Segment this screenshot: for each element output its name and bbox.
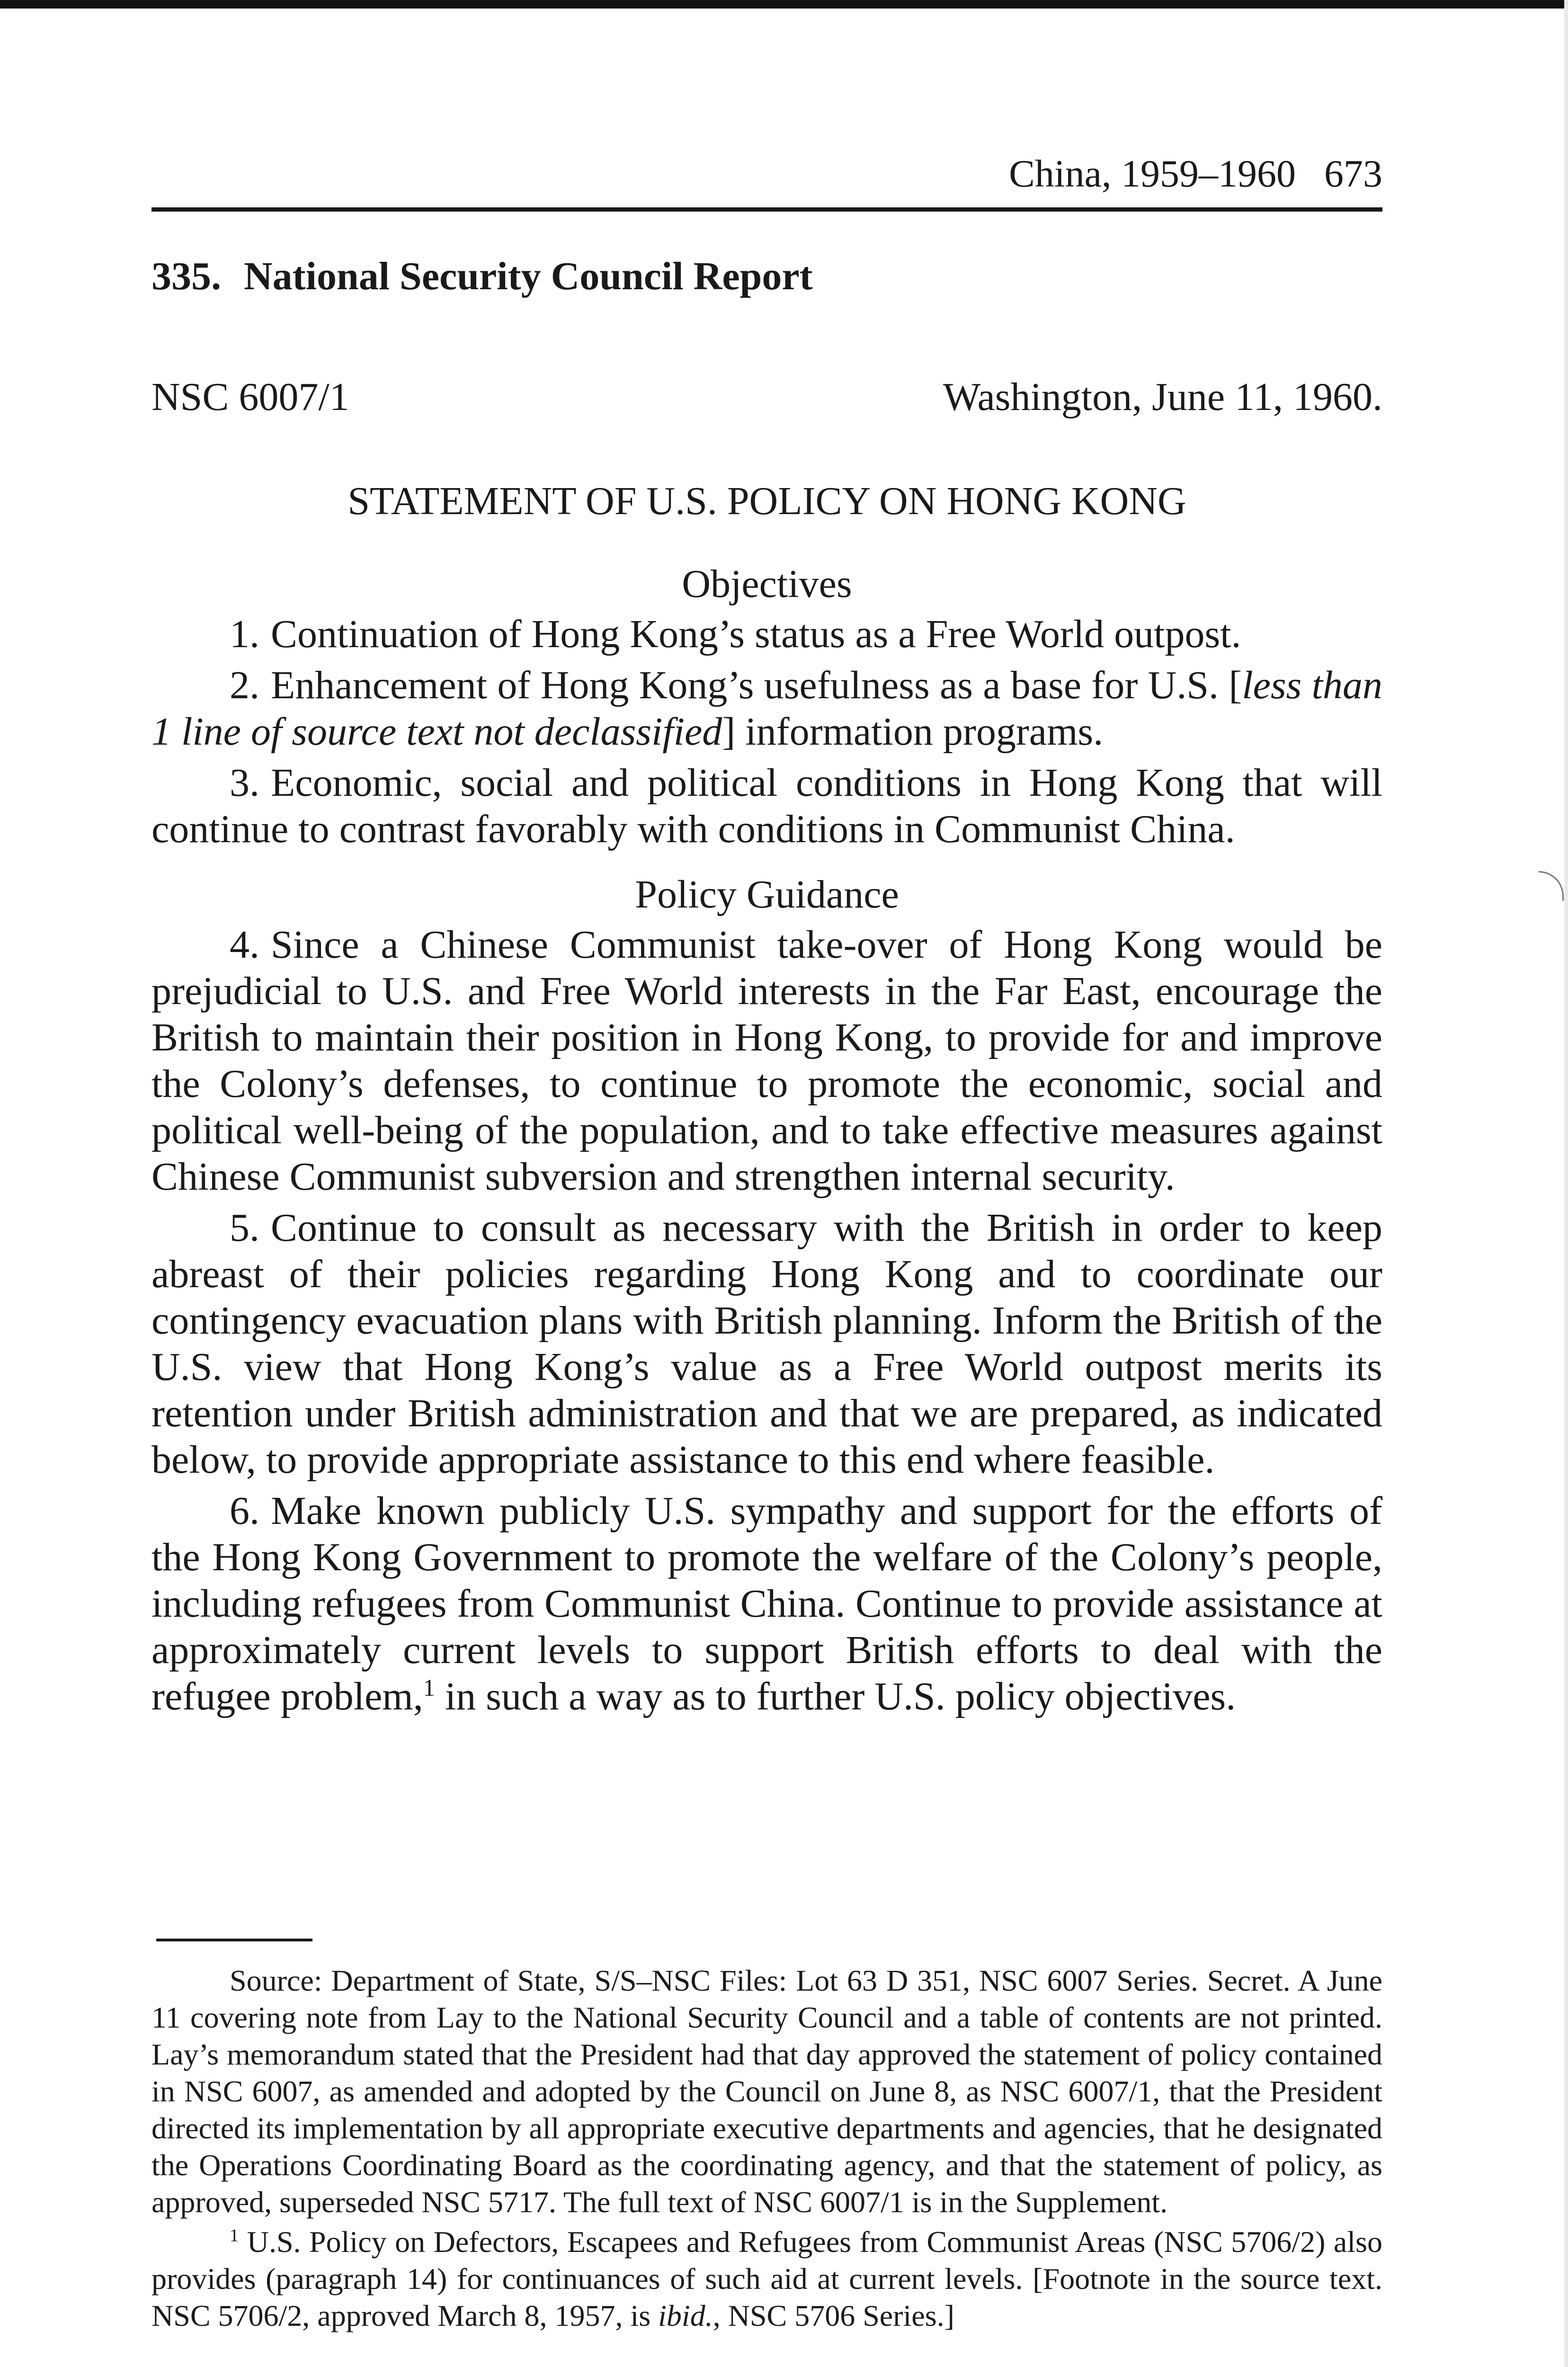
- paragraph-2: 2. Enhancement of Hong Kong’s usefulness as a base for U.S. [less than 1 line of source text not declassified] information programs.: [151, 663, 1382, 754]
- document-number: 335.: [151, 254, 221, 298]
- margin-pencil-mark: [1539, 871, 1564, 901]
- paragraph-1: 1. Continuation of Hong Kong’s status as a Free World outpost.: [230, 612, 1241, 656]
- header-rule: [151, 207, 1382, 212]
- body-text: [151, 561, 1382, 1725]
- page-number: 673: [1324, 152, 1382, 195]
- statement-title: STATEMENT OF U.S. POLICY ON HONG KONG: [347, 479, 1186, 523]
- objectives-heading: Objectives: [682, 562, 852, 606]
- running-title: China, 1959–1960: [1009, 152, 1296, 195]
- paragraph-6: 6. Make known publicly U.S. sympathy and support for the efforts of the Hong Kong Government to promote the welfare of the Colony’s people, including refugees from Communist China. Continue to provide assistance at approximately current levels to support British efforts to deal with the refugee problem,$^1$ in such a way as to further U.S. policy objectives.: [151, 1489, 1382, 1718]
- scan-top-edge: [0, 0, 1568, 9]
- document-id: NSC 6007/1: [151, 375, 349, 419]
- paragraph-3: 3. Economic, social and political conditions in Hong Kong that will continue to contrast favorably with conditions in Communist China.: [151, 761, 1382, 851]
- document-title: [151, 253, 813, 299]
- redaction-note: less than 1 line of source text not declassified: [151, 663, 1382, 754]
- policy-guidance-heading: Policy Guidance: [635, 872, 899, 917]
- source-note: Source: Department of State, S/S–NSC Files: Lot 63 D 351, NSC 6007 Series. Secret. A June 11 covering note from Lay to the National Security Council and a table of contents are not printed. Lay’s memorandum stated that the President had that day approved the statement of policy contained in NSC 6007, as amended and adopted by the Council on June 8, as NSC 6007/1, that the President directed its implementation by all appropriate executive departments and agencies, that he designated the Operations Coordinating Board as the coordinating agency, and that the statement of policy, as approved, superseded NSC 5717. The full text of NSC 6007/1 is in the Supplement.: [151, 1964, 1382, 2219]
- footnote-reference[interactable]: 1: [423, 1674, 435, 1701]
- footnote-rule: [156, 1939, 312, 1941]
- document-title-text: National Security Council Report: [244, 254, 813, 298]
- footnotes: [151, 1962, 1382, 2337]
- paragraph-4: 4. Since a Chinese Communist take-over of Hong Kong would be prejudicial to U.S. and Free World interests in the Far East, encourage the British to maintain their position in Hong Kong, to provide for and improve the Colony’s defenses, to continue to promote the economic, social and political well-being of the population, and to take effective measures against Chinese Communist subversion and strengthen internal security.: [151, 923, 1382, 1199]
- document-place-date: Washington, June 11, 1960.: [943, 375, 1382, 419]
- scan-right-edge: [1564, 0, 1568, 2367]
- paragraph-5: 5. Continue to consult as necessary with the British in order to keep abreast of their policies regarding Hong Kong and to coordinate our contingency evacuation plans with British planning. Inform the British of the U.S. view that Hong Kong’s value as a Free World outpost merits its retention under British administration and that we are prepared, as indicated below, to provide appropriate assistance to this end where feasible.: [151, 1206, 1382, 1482]
- footnote-1: $^1$ U.S. Policy on Defectors, Escapees and Refugees from Communist Areas (NSC 5706/2) also provides (paragraph 14) for continuances of such aid at current levels. [Footnote in the source text. NSC 5706/2, approved March 8, 1957, is ibid., NSC 5706 Series.]: [151, 2225, 1382, 2332]
- running-head: [1009, 151, 1382, 196]
